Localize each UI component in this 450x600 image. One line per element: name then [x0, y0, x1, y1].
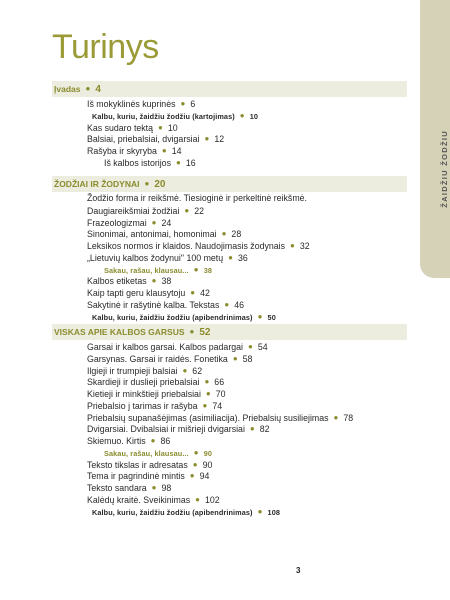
bullet-dot: ●: [239, 110, 245, 120]
toc-entry-page: 78: [343, 412, 354, 423]
toc-entry-text: Balsiai, priebalsiai, dvigarsiai: [87, 134, 200, 145]
toc-entry-page: 12: [214, 134, 225, 145]
toc-entry[interactable]: [87, 287, 210, 299]
bullet-dot: ●: [182, 365, 188, 375]
toc-entry[interactable]: [104, 157, 196, 169]
bullet-dot: ●: [249, 424, 255, 434]
toc-entry-text: Daugiareikšmiai žodžiai: [87, 205, 180, 216]
toc-entry[interactable]: [87, 240, 310, 252]
toc-entry-text: Iš kalbos istorijos: [104, 157, 171, 168]
toc-entry-text: „Lietuvių kalbos žodynui" 100 metų: [87, 252, 224, 263]
toc-entry-page: 108: [267, 507, 281, 517]
bullet-dot: ●: [161, 146, 167, 155]
side-chapter-label: ŽAIDŽIU ŽODŽIU: [440, 130, 449, 208]
toc-entry-page: 36: [237, 252, 248, 263]
toc-entry-page: 58: [242, 353, 253, 364]
toc-entry-text: Kietieji ir minkštieji priebalsiai: [87, 389, 201, 399]
bullet-dot: ●: [257, 506, 263, 516]
bullet-dot: ●: [189, 327, 195, 336]
bullet-dot: ●: [202, 400, 208, 410]
toc-entry-page: 82: [259, 424, 270, 435]
toc-entry[interactable]: [87, 400, 222, 412]
toc-entry-text: Žodžio forma ir reikšmė. Tiesioginė ir perkeltinė reikšmė.: [87, 193, 307, 203]
toc-entry[interactable]: [87, 217, 171, 229]
toc-entry-text: Skardieji ir duslieji priebalsiai: [87, 377, 200, 388]
bullet-dot: ●: [193, 264, 199, 274]
toc-entry[interactable]: [87, 365, 202, 377]
bullet-dot: ●: [85, 84, 91, 93]
section-title: Įvadas: [54, 84, 81, 94]
toc-entry-page: 94: [199, 471, 210, 482]
toc-entry-page: 10: [249, 111, 259, 121]
toc-entry-text: Rašyba ir skyryba: [87, 146, 157, 156]
toc-entry-text: Kaip tapti geru klausytoju: [87, 288, 186, 298]
toc-entry[interactable]: [87, 299, 244, 311]
toc-entry[interactable]: [87, 423, 270, 435]
toc-entry-page: 10: [167, 122, 178, 133]
bullet-dot: ●: [158, 122, 163, 132]
bullet-dot: ●: [175, 157, 181, 167]
toc-entry-text: Teksto sandara: [87, 483, 147, 493]
toc-entry-text: Ilgieji ir trumpieji balsiai: [87, 365, 178, 376]
bullet-dot: ●: [193, 447, 199, 457]
toc-entry-text: Teksto tikslas ir adresatas: [87, 459, 188, 470]
bullet-dot: ●: [195, 494, 201, 504]
bullet-dot: ●: [224, 299, 230, 309]
toc-entry-text: Priebalsio j tarimas ir rašyba: [87, 400, 198, 411]
toc-entry-page: 54: [257, 342, 268, 352]
toc-entry-page: 6: [190, 99, 196, 109]
toc-entry[interactable]: [87, 482, 171, 494]
toc-entry[interactable]: [87, 252, 248, 264]
toc-entry[interactable]: [87, 228, 241, 240]
section-header[interactable]: [54, 176, 165, 193]
toc-entry-text: Priebalsių supanašėjimas (asimiliacija). Priebalsių susiliejimas: [87, 412, 329, 423]
toc-entry-text: Leksikos normos ir klaidos. Naudojimasis žodynais: [87, 241, 286, 251]
toc-entry[interactable]: [87, 341, 268, 353]
toc-entry-text: Sakytinė ir rašytinė kalba. Tekstas: [87, 299, 220, 310]
toc-entry-text: Kalbu, kuriu, žaidžiu žodžiu (kartojimas): [92, 111, 235, 121]
toc-entry-page: 102: [205, 494, 220, 505]
toc-entry-text: Sakau, rašau, klausau...: [104, 265, 189, 275]
bullet-dot: ●: [180, 99, 186, 108]
toc-entry-page: 32: [299, 241, 310, 251]
toc-entry-text: Frazeologizmai: [87, 217, 147, 228]
toc-entry-text: Sakau, rašau, klausau...: [104, 448, 189, 458]
toc-entry-text: Skiemuo. Kirtis: [87, 436, 146, 446]
bullet-dot: ●: [190, 288, 196, 297]
toc-entry-text: Dvigarsiai. Dvibalsiai ir mišrieji dvigarsiai: [87, 424, 245, 435]
toc-entry[interactable]: [87, 376, 224, 388]
bullet-dot: ●: [257, 311, 263, 321]
toc-entry[interactable]: [87, 122, 178, 134]
toc-entry-page: 74: [212, 400, 223, 411]
toc-entry-page: 38: [203, 265, 213, 275]
bullet-dot: ●: [150, 436, 156, 445]
section-header-band: [52, 81, 407, 97]
bullet-dot: ●: [189, 471, 195, 481]
toc-entry-text: Kas sudaro tektą: [87, 122, 154, 133]
bullet-dot: ●: [151, 276, 157, 286]
bullet-dot: ●: [184, 205, 190, 215]
toc-entry-page: 86: [160, 436, 171, 446]
toc-entry-text: Kalėdų kraitė. Sveikinimas: [87, 494, 191, 505]
toc-entry-page: 24: [161, 217, 172, 228]
toc-entry-text: Garsai ir kalbos garsai. Kalbos padargai: [87, 342, 243, 352]
toc-entry-page: 66: [214, 377, 225, 388]
bullet-dot: ●: [205, 389, 211, 398]
toc-entry[interactable]: [87, 435, 170, 447]
toc-entry[interactable]: [87, 494, 220, 506]
bullet-dot: ●: [151, 483, 157, 492]
toc-entry-page: 50: [267, 312, 276, 322]
section-page: 4: [95, 84, 101, 95]
toc-entry[interactable]: [92, 311, 276, 323]
toc-entry[interactable]: [87, 388, 226, 400]
toc-entry-page: 90: [202, 459, 213, 470]
bullet-dot: ●: [247, 342, 253, 351]
toc-entry-text: Kalbu, kuriu, žaidžiu žodžiu (apibendrinimas): [92, 507, 253, 517]
toc-entry-page: 90: [203, 448, 213, 458]
toc-entry-text: Kalbu, kuriu, žaidžiu žodžiu (apibendrinimas): [92, 312, 253, 322]
toc-entry-page: 22: [194, 205, 205, 216]
toc-entry[interactable]: [92, 506, 280, 518]
toc-entry[interactable]: [87, 459, 212, 471]
toc-entry-text: Tema ir pagrindinė mintis: [87, 471, 185, 482]
bullet-dot: ●: [333, 412, 339, 422]
toc-entry-page: 62: [192, 365, 203, 376]
toc-entry-page: 46: [234, 299, 244, 310]
bullet-dot: ●: [204, 134, 210, 144]
toc-entry-page: 38: [161, 276, 172, 287]
section-title: VISKAS APIE KALBOS GARSUS: [54, 327, 185, 337]
toc-entry[interactable]: [87, 193, 307, 204]
toc-entry-page: 70: [215, 389, 226, 399]
page-number: 3: [296, 566, 301, 575]
toc-entry-page: 98: [161, 483, 172, 493]
toc-entry[interactable]: [104, 447, 212, 459]
toc-entry-text: Garsynas. Garsai ir raidės. Fonetika: [87, 353, 228, 364]
toc-entry[interactable]: [87, 275, 171, 287]
bullet-dot: ●: [151, 217, 157, 227]
section-title: ŽODŽIAI IR ŽODYNAI: [54, 179, 140, 189]
toc-entry[interactable]: [87, 353, 252, 365]
toc-entry[interactable]: [87, 98, 195, 110]
section-page: 52: [199, 327, 211, 338]
toc-entry-text: Kalbos etiketas: [87, 276, 147, 287]
toc-entry-page: 16: [185, 157, 196, 168]
bullet-dot: ●: [221, 229, 227, 239]
toc-entry-page: 28: [231, 229, 242, 240]
bullet-dot: ●: [232, 353, 238, 363]
section-page: 20: [154, 179, 166, 190]
toc-entry-text: Sinonimai, antonimai, homonimai: [87, 229, 217, 240]
toc-entry[interactable]: [87, 133, 224, 145]
toc-entry[interactable]: [87, 145, 182, 157]
side-chapter-tab: [420, 0, 450, 278]
toc-entry-page: 14: [171, 146, 182, 156]
page-title: Turinys: [52, 28, 159, 66]
toc-entry[interactable]: [87, 205, 204, 217]
toc-entry-text: Iš mokyklinės kuprinės: [87, 99, 176, 109]
toc-entry[interactable]: [104, 264, 212, 276]
bullet-dot: ●: [144, 179, 150, 188]
bullet-dot: ●: [192, 459, 198, 469]
section-header[interactable]: [54, 324, 210, 341]
toc-entry[interactable]: [92, 110, 258, 122]
bullet-dot: ●: [228, 252, 233, 262]
bullet-dot: ●: [290, 241, 295, 250]
bullet-dot: ●: [204, 377, 210, 387]
toc-entry[interactable]: [87, 470, 209, 482]
toc-entry[interactable]: [87, 412, 353, 424]
toc-entry-page: 42: [200, 288, 210, 298]
section-header[interactable]: [54, 81, 101, 98]
